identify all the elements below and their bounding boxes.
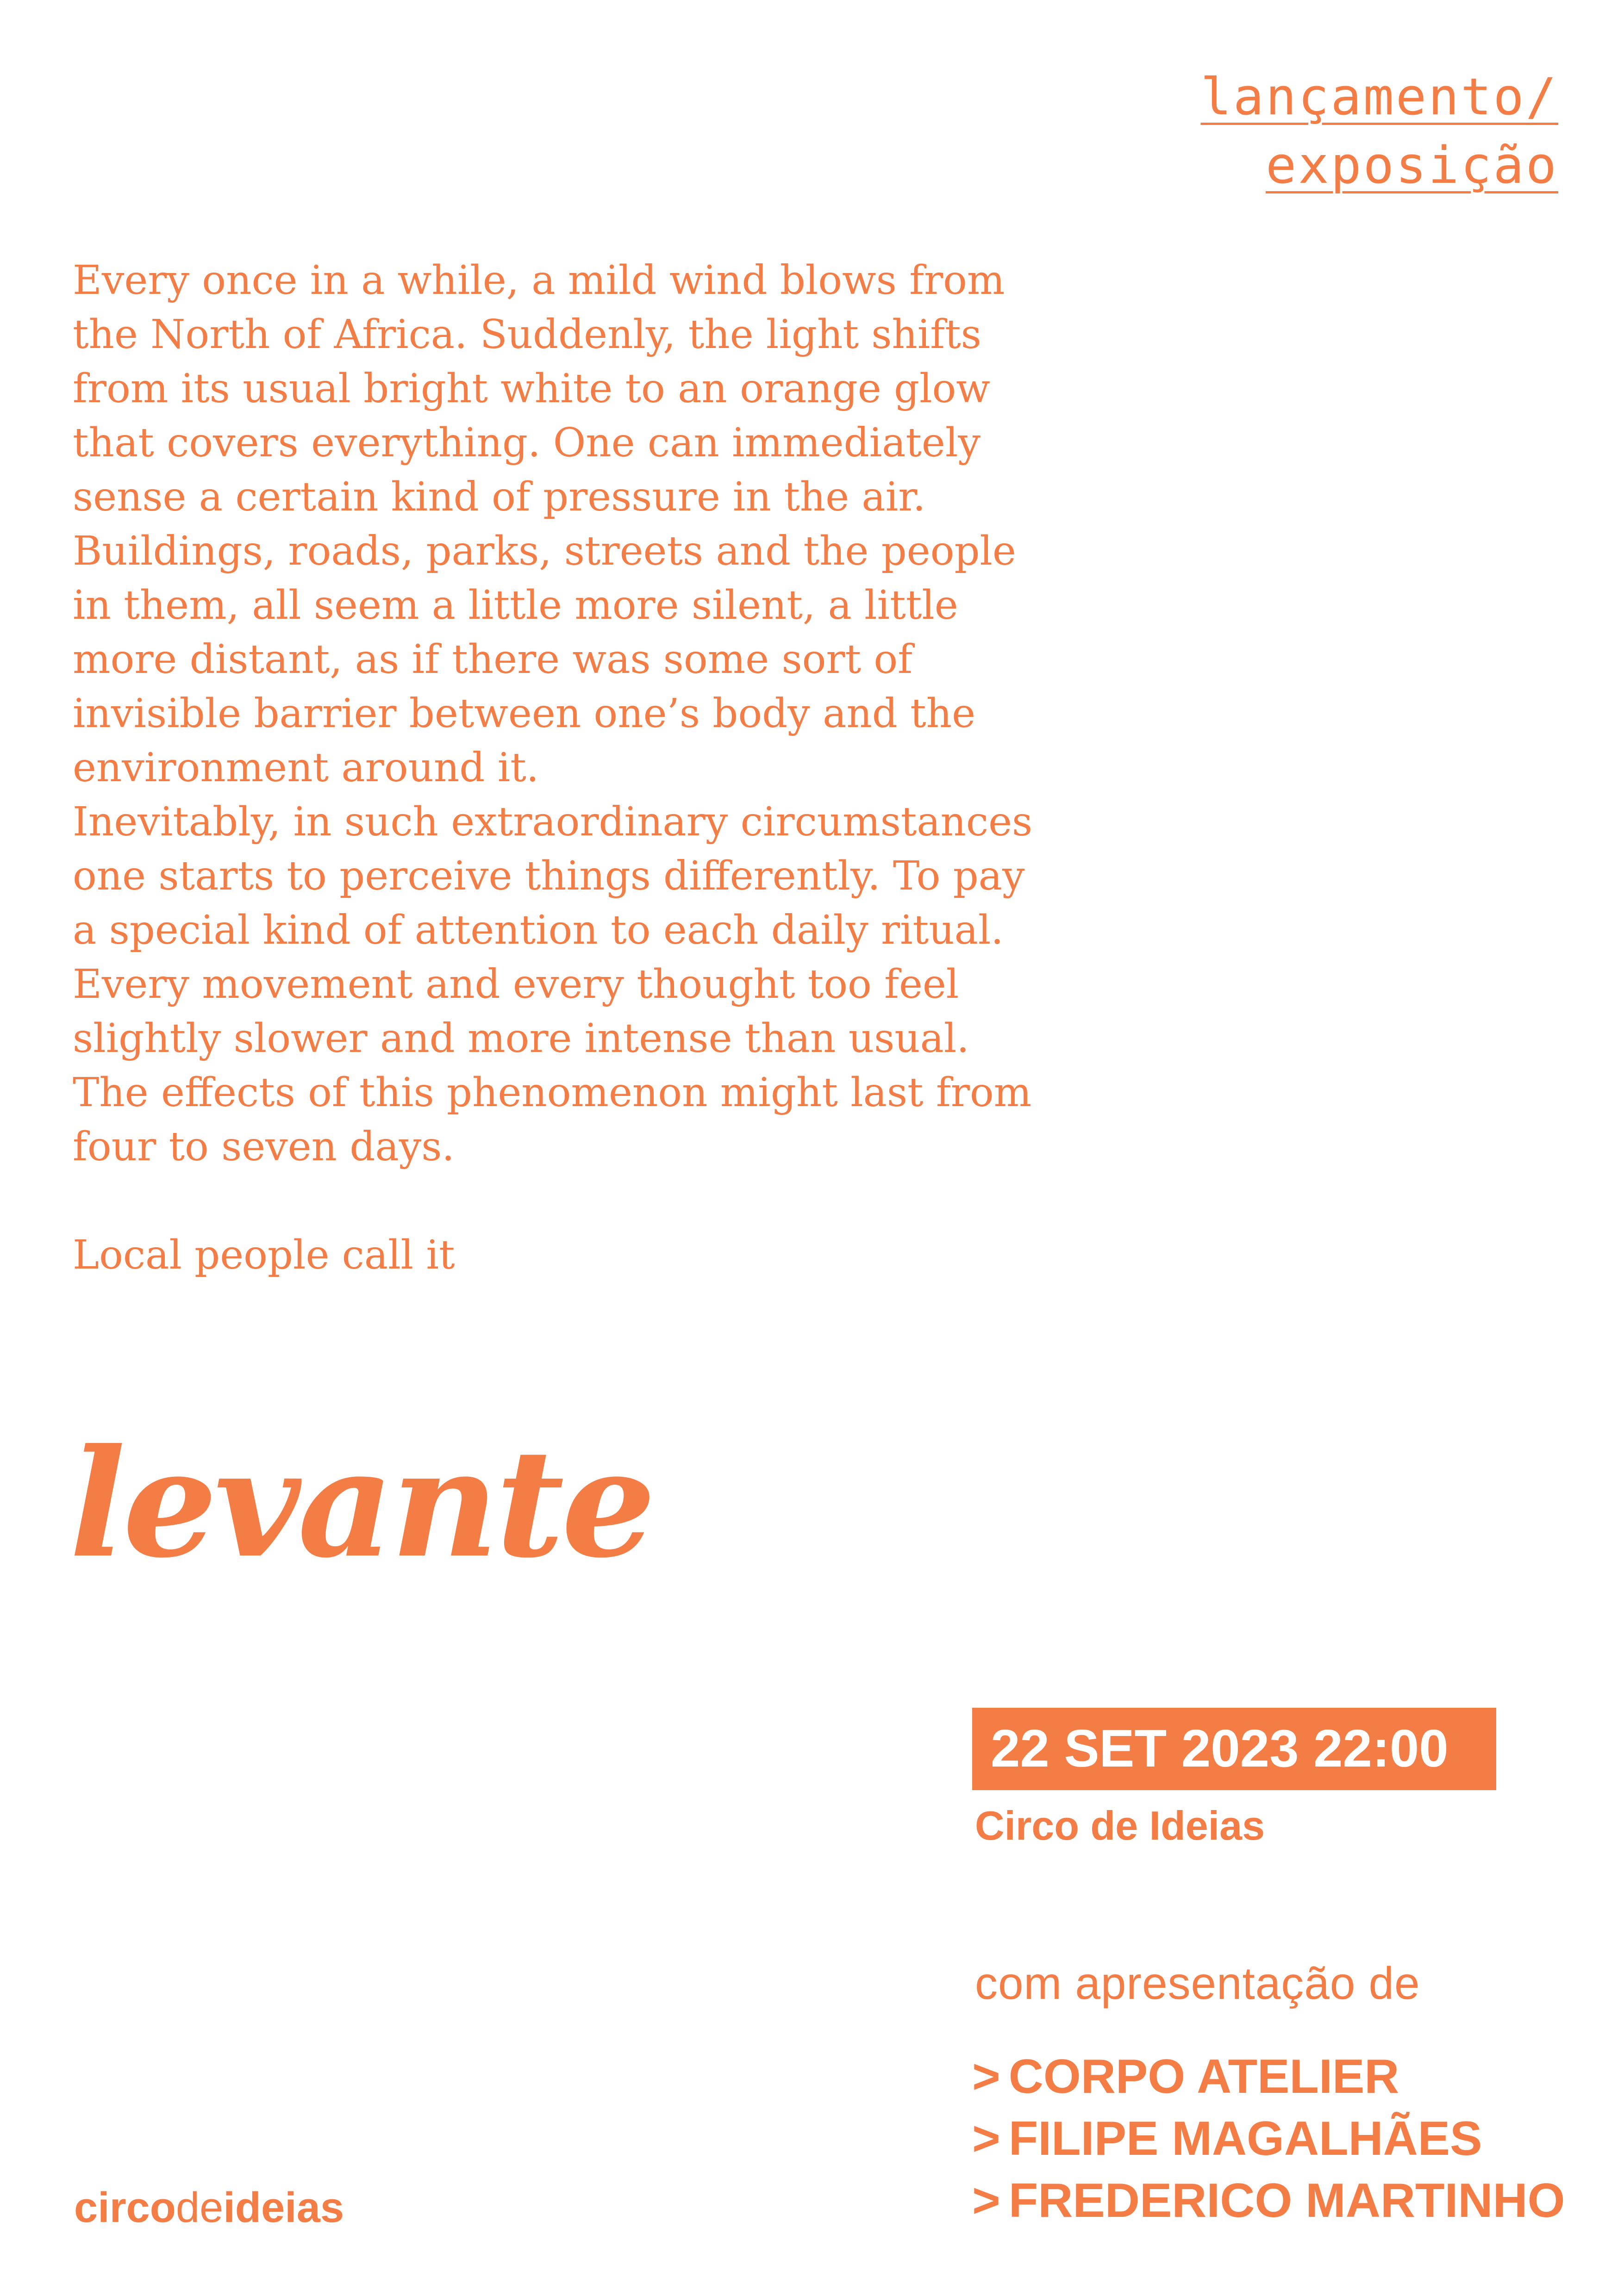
logo-word-circo: circo (74, 2184, 176, 2231)
presentation-label: com apresentação de (975, 1958, 1420, 2009)
presenter-item (972, 2046, 1565, 2108)
presenter-list (972, 2046, 1565, 2232)
chevron-right-icon: > (972, 2112, 1000, 2165)
paragraph-wind: Every once in a while, a mild wind blows from the North of Africa. Suddenly, the light shifts from its usual bright white to an orange glow that covers everything. One can immediately sense a certain kind of pressure in the air. Buildings, roads, parks, streets and the people in them, all seem a little more silent, a little more distant, as if there was some sort of invisible barrier between one’s body and the environment around it. (73, 257, 1016, 791)
presenter-name: FREDERICO MARTINHO (1008, 2174, 1565, 2228)
tagline-launch: lançamento/ (1200, 67, 1558, 126)
circo-de-ideias-logo (74, 2182, 344, 2233)
presenter-item (972, 2170, 1565, 2232)
event-venue: Circo de Ideias (975, 1803, 1265, 1848)
event-date-badge: 22 SET 2023 22:00 (972, 1708, 1496, 1790)
exhibition-title: levante (69, 1417, 653, 1591)
logo-word-de: de (175, 2184, 224, 2231)
presenter-name: FILIPE MAGALHÃES (1008, 2112, 1482, 2165)
presenter-name: CORPO ATELIER (1008, 2050, 1399, 2103)
tagline-exhibition: exposição (1265, 136, 1558, 195)
logo-word-ideias: ideias (223, 2184, 344, 2231)
paragraph-duration: The effects of this phenomenon might last from four to seven days. (73, 1070, 1032, 1170)
header-tagline (1201, 62, 1558, 199)
paragraph-perception: Inevitably, in such extraordinary circumstances one starts to perceive things differently. To pay a special kind of attention to each daily ritual. Every movement and every thought too feel slightly slower and more intense than usual. (73, 799, 1033, 1062)
chevron-right-icon: > (972, 2174, 1000, 2228)
paragraph-local-name: Local people call it (73, 1232, 455, 1278)
intro-text (73, 254, 1045, 1282)
chevron-right-icon: > (972, 2050, 1000, 2103)
presenter-item (972, 2108, 1565, 2170)
